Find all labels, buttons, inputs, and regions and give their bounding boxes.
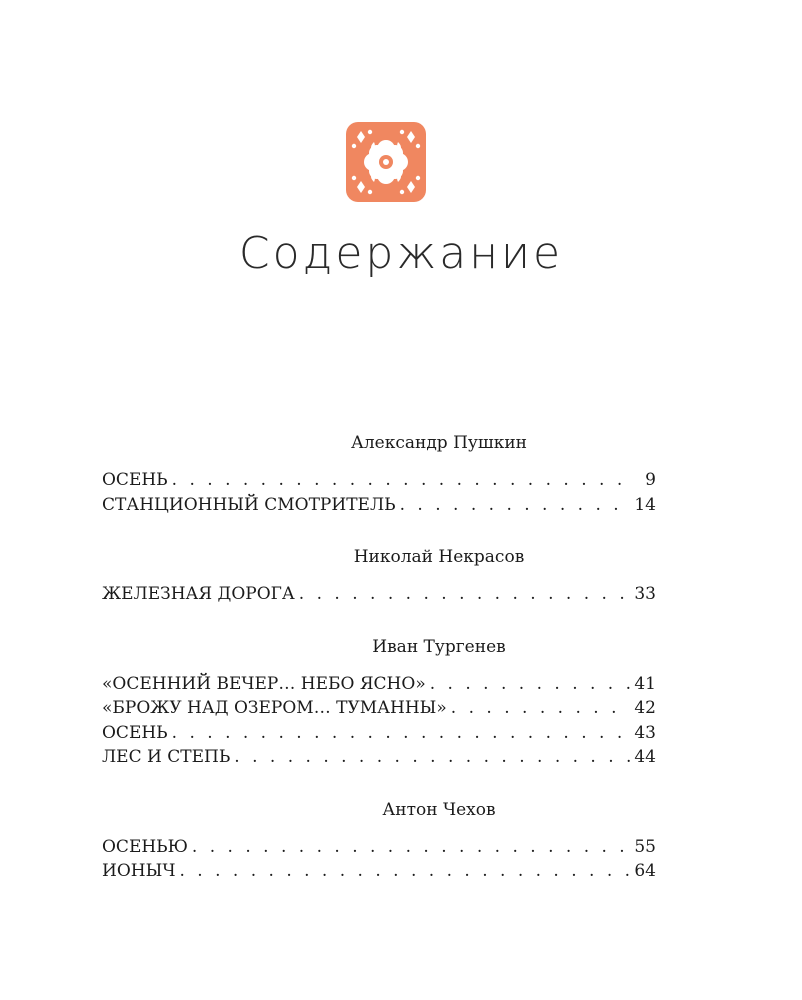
dot-leader — [430, 672, 631, 697]
page-number: 33 — [634, 584, 656, 604]
spacer — [102, 570, 656, 582]
dot-leader — [234, 745, 630, 770]
dot-leader — [451, 696, 631, 721]
table-of-contents — [102, 430, 656, 884]
author-heading: Иван Тургенев — [372, 636, 506, 657]
entry-title: СТАНЦИОННЫЙ СМОТРИТЕЛЬ — [102, 494, 396, 515]
page-number: 43 — [634, 722, 656, 743]
spacer — [102, 823, 656, 835]
section-gap — [102, 517, 656, 544]
entry-title: ОСЕНЬ — [102, 470, 168, 490]
dot-leader — [172, 721, 631, 746]
toc-entry[interactable] — [102, 745, 656, 770]
dot-leader — [299, 582, 631, 607]
author-heading: Николай Некрасов — [353, 547, 525, 567]
page-number: 55 — [634, 836, 656, 857]
dot-leader — [192, 835, 630, 860]
toc-entry[interactable] — [102, 721, 656, 746]
entry-title: ОСЕНЬ — [102, 722, 168, 743]
toc-entry[interactable] — [102, 493, 656, 518]
spacer — [102, 456, 656, 468]
section-gap — [102, 607, 656, 634]
page-title: Содержание — [238, 228, 564, 279]
toc-entry[interactable] — [102, 696, 656, 721]
entry-title: ОСЕНЬЮ — [102, 836, 188, 857]
page-number: 44 — [634, 747, 656, 767]
toc-entry[interactable] — [102, 859, 656, 884]
dot-leader — [400, 493, 631, 518]
entry-title: ЛЕС И СТЕПЬ — [102, 747, 231, 767]
toc-entry[interactable] — [102, 582, 656, 607]
toc-entry[interactable] — [102, 672, 656, 697]
page-number: 14 — [634, 494, 656, 515]
dot-leader — [172, 468, 634, 493]
entry-title: «ОСЕННИЙ ВЕЧЕР… НЕБО ЯСНО» — [102, 673, 426, 694]
author-heading: Антон Чехов — [382, 799, 496, 820]
entry-title: ЖЕЛЕЗНАЯ ДОРОГА — [102, 584, 295, 604]
page-number: 42 — [634, 698, 656, 718]
page-number: 64 — [634, 861, 656, 881]
author-heading: Александр Пушкин — [350, 433, 528, 453]
section-gap — [102, 770, 656, 797]
toc-entry[interactable] — [102, 835, 656, 860]
spacer — [102, 660, 656, 672]
entry-title: «БРОЖУ НАД ОЗЕРОМ… ТУМАННЫ» — [102, 698, 447, 718]
toc-entry[interactable] — [102, 468, 656, 493]
dot-leader — [179, 859, 630, 884]
page-number: 9 — [645, 470, 656, 490]
page-number: 41 — [634, 673, 656, 694]
flower-ornament-icon — [346, 122, 426, 202]
entry-title: ИОНЫЧ — [102, 861, 176, 881]
